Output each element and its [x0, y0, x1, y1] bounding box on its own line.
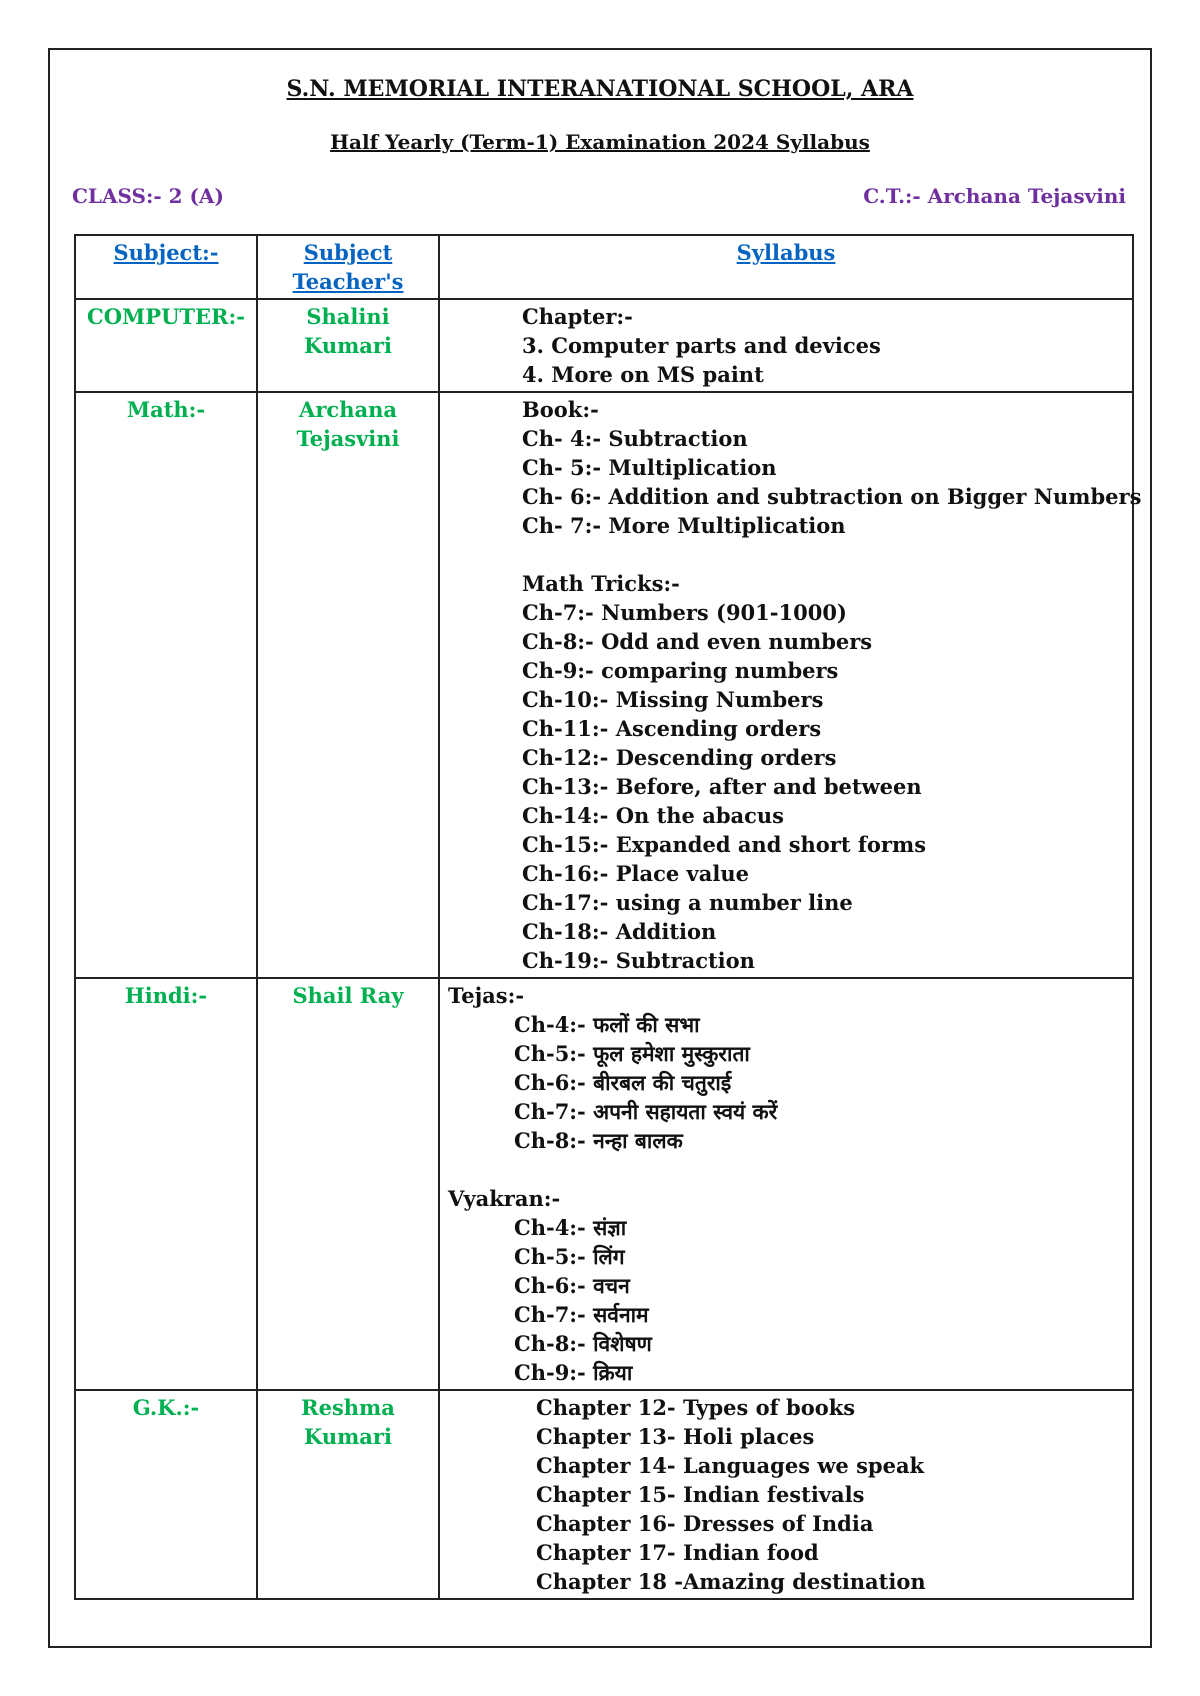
list-item: Ch-13:- Before, after and between — [522, 774, 922, 799]
page-frame — [48, 48, 1152, 1648]
header-teacher-line-1: Subject — [303, 240, 393, 265]
list-item: Ch-8:- विशेषण — [514, 1331, 652, 1356]
syllabus-math — [439, 392, 1142, 978]
list-item: Ch-9:- comparing numbers — [522, 658, 839, 683]
list-item: Ch-7:- अपनी सहायता स्वयं करें — [514, 1099, 778, 1124]
table-row-computer — [75, 299, 1133, 392]
subject-hindi: Hindi:- — [75, 978, 257, 1390]
subject-computer: COMPUTER:- — [75, 299, 257, 392]
syllabus-gk — [439, 1390, 1133, 1599]
syllabus-table — [74, 234, 1142, 1600]
table-row-math — [75, 392, 1133, 978]
table-header-row — [75, 235, 1133, 299]
teacher-computer-line-2: Kumari — [304, 333, 392, 358]
list-item: Ch-5:- फूल हमेशा मुस्कुराता — [514, 1041, 750, 1066]
subject-gk: G.K.:- — [75, 1390, 257, 1599]
list-item: Chapter 15- Indian festivals — [536, 1482, 865, 1507]
class-label: CLASS:- 2 (A) — [72, 184, 224, 208]
list-item: Ch-9:- क्रिया — [514, 1360, 633, 1385]
list-item: Book:- — [522, 397, 599, 422]
list-item: Chapter 13- Holi places — [536, 1424, 815, 1449]
header-subject: Subject:- — [75, 235, 257, 299]
list-item: 4. More on MS paint — [522, 362, 764, 387]
list-item: Ch- 6:- Addition and subtraction on Bigger Numbers — [522, 484, 1142, 509]
list-item: Ch-4:- संज्ञा — [514, 1215, 627, 1240]
list-item: Ch-8:- नन्हा बालक — [514, 1128, 683, 1153]
list-item: Ch- 7:- More Multiplication — [522, 513, 846, 538]
list-item: Chapter 18 -Amazing destination — [536, 1569, 926, 1594]
list-item: Ch- 5:- Multiplication — [522, 455, 777, 480]
header-teacher — [257, 235, 439, 299]
teacher-gk-line-1: Reshma — [301, 1395, 395, 1420]
list-item: Ch-14:- On the abacus — [522, 803, 784, 828]
spacer — [448, 1155, 1128, 1184]
list-item: Ch-8:- Odd and even numbers — [522, 629, 873, 654]
exam-title: Half Yearly (Term-1) Examination 2024 Syllabus — [330, 130, 870, 154]
list-item: 3. Computer parts and devices — [522, 333, 881, 358]
list-item: Ch-10:- Missing Numbers — [522, 687, 824, 712]
teacher-hindi: Shail Ray — [257, 978, 439, 1390]
syllabus-computer — [439, 299, 1133, 392]
list-item: Chapter 12- Types of books — [536, 1395, 856, 1420]
list-item: Vyakran:- — [448, 1186, 561, 1211]
list-item: Chapter:- — [522, 304, 633, 329]
teacher-computer-line-1: Shalini — [306, 304, 390, 329]
header-teacher-line-2: Teacher's — [292, 269, 404, 294]
list-item: Tejas:- — [448, 983, 525, 1008]
list-item: Ch-7:- Numbers (901-1000) — [522, 600, 847, 625]
spacer — [522, 540, 1128, 569]
list-item: Ch-6:- वचन — [514, 1273, 630, 1298]
list-item: Ch- 4:- Subtraction — [522, 426, 748, 451]
list-item: Ch-7:- सर्वनाम — [514, 1302, 649, 1327]
list-item: Chapter 14- Languages we speak — [536, 1453, 925, 1478]
list-item: Ch-15:- Expanded and short forms — [522, 832, 927, 857]
table-row-gk — [75, 1390, 1133, 1599]
list-item: Ch-11:- Ascending orders — [522, 716, 822, 741]
list-item: Ch-12:- Descending orders — [522, 745, 837, 770]
syllabus-hindi — [439, 978, 1133, 1390]
list-item: Ch-6:- बीरबल की चतुराई — [514, 1070, 732, 1095]
list-item: Ch-18:- Addition — [522, 919, 717, 944]
teacher-gk — [257, 1390, 439, 1599]
teacher-math — [257, 392, 439, 978]
list-item: Math Tricks:- — [522, 571, 680, 596]
list-item: Ch-16:- Place value — [522, 861, 749, 886]
list-item: Chapter 17- Indian food — [536, 1540, 819, 1565]
subject-math: Math:- — [75, 392, 257, 978]
class-teacher-label: C.T.:- Archana Tejasvini — [863, 184, 1126, 208]
school-title: S.N. MEMORIAL INTERANATIONAL SCHOOL, ARA — [286, 76, 914, 102]
teacher-computer — [257, 299, 439, 392]
teacher-gk-line-2: Kumari — [304, 1424, 392, 1449]
list-item: Chapter 16- Dresses of India — [536, 1511, 874, 1536]
list-item: Ch-19:- Subtraction — [522, 948, 755, 973]
table-row-hindi — [75, 978, 1133, 1390]
teacher-math-line-1: Archana — [299, 397, 397, 422]
teacher-math-line-2: Tejasvini — [296, 426, 400, 451]
list-item: Ch-4:- फलों की सभा — [514, 1012, 700, 1037]
list-item: Ch-5:- लिंग — [514, 1244, 625, 1269]
header-syllabus: Syllabus — [439, 235, 1133, 299]
list-item: Ch-17:- using a number line — [522, 890, 853, 915]
